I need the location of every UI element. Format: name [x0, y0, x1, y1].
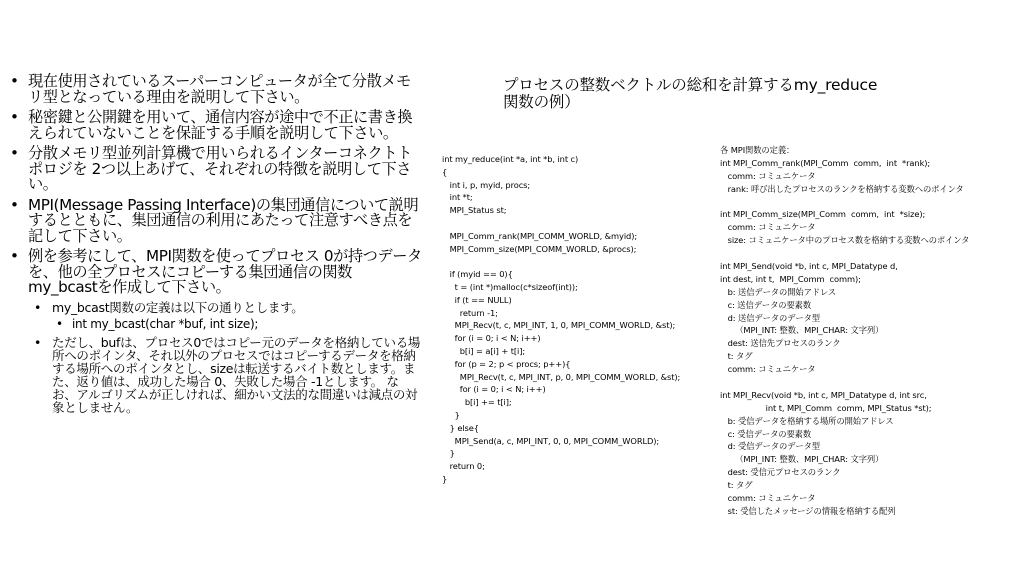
- question-1-text: 現在使用されているスーパーコンピュータが全て分散メモリ型となっている理由を説明して下さい。: [28, 72, 411, 106]
- signature-text: int my_bcast(char *buf, int size);: [72, 316, 259, 331]
- code-line: }: [442, 409, 460, 420]
- question-1: • 現在使用されているスーパーコンピュータが全て分散メモリ型となっている理由を説明して下さい。: [10, 72, 411, 106]
- definition-line: t: タグ: [720, 480, 753, 491]
- code-line: MPI_Comm_size(MPI_COMM_WORLD, &procs);: [442, 243, 637, 254]
- definition-line: int t, MPI_Comm comm, MPI_Status *st);: [720, 402, 932, 413]
- sub-bullet-definition: • my_bcast関数の定義は以下の通りとします。: [34, 299, 304, 315]
- definition-line: size: コミュニケータ中のプロセス数を格納する変数へのポインタ: [720, 235, 970, 246]
- code-line: b[i] = a[i] + t[i];: [442, 345, 526, 356]
- question-3-text: 分散メモリ型並列計算機で用いられるインターコネクトトポロジを 2つ以上あげて、それぞれの特徴を説明して下さい。: [28, 144, 412, 193]
- code-line: MPI_Recv(t, c, MPI_INT, 1, 0, MPI_COMM_WORLD, &st);: [442, 320, 676, 331]
- definition-line: int MPI_Send(void *b, int c, MPI_Datatype d,: [720, 261, 898, 272]
- code-line: if (myid == 0){: [442, 269, 513, 280]
- code-line: int my_reduce(int *a, int *b, int c): [442, 154, 579, 164]
- definition-line: comm: コミュニケータ: [720, 364, 816, 375]
- definition-line: int MPI_Recv(void *b, int c, MPI_Datatype d, int src,: [720, 389, 927, 400]
- sub-bullet-signature: • int my_bcast(char *buf, int size);: [56, 316, 259, 331]
- question-5-text: 例を参考にして、MPI関数を使ってプロセス 0が持つデータを、他の全プロセスにコピーする集団通信の関数 my_bcastを作成して下さい。: [28, 247, 422, 296]
- code-line: MPI_Comm_rank(MPI_COMM_WORLD, &myid);: [442, 230, 638, 241]
- code-line: }: [442, 473, 448, 484]
- definition-line: （MPI_INT: 整数、MPI_CHAR: 文字列）: [720, 325, 884, 336]
- code-line: t = (int *)malloc(c*sizeof(int));: [442, 281, 578, 292]
- definition-line: c: 送信データの要素数: [720, 299, 812, 310]
- code-line: MPI_Recv(t, c, MPI_INT, p, 0, MPI_COMM_WORLD, &st);: [442, 371, 681, 382]
- definition-line: comm: コミュニケータ: [720, 170, 816, 181]
- code-line: for (i = 0; i < N; i++): [442, 384, 546, 395]
- definition-line: d: 送信データのデータ型: [720, 312, 820, 323]
- definition-line: int MPI_Comm_size(MPI_Comm comm, int *size);: [720, 209, 926, 220]
- question-3: • 分散メモリ型並列計算機で用いられるインターコネクトトポロジを 2つ以上あげて、それぞれの特徴を説明して下さい。: [10, 144, 412, 193]
- code-example: [442, 153, 722, 486]
- code-line: for (i = 0; i < N; i++): [442, 333, 541, 344]
- code-line: MPI_Status st;: [442, 205, 507, 216]
- definition-line: b: 受信データを格納する場所の開始アドレス: [720, 415, 894, 426]
- definition-line: 各 MPI関数の定義：: [720, 145, 795, 155]
- definition-line: [720, 196, 1020, 209]
- definition-line: st: 受信したメッセージの情報を格納する配列: [720, 505, 896, 516]
- code-line: int i, p, myid, procs;: [442, 179, 531, 190]
- definition-line: int MPI_Comm_rank(MPI_Comm comm, int *rank);: [720, 157, 931, 168]
- definition-line: dest: 受信元プロセスのランク: [720, 467, 841, 478]
- question-2: • 秘密鍵と公開鍵を用いて、通信内容が途中で不正に書き換えられていないことを保証する手順を説明して下さい。: [10, 108, 413, 142]
- code-line: MPI_Send(a, c, MPI_INT, 0, 0, MPI_COMM_WORLD);: [442, 435, 660, 446]
- code-line: }: [442, 448, 455, 459]
- definition-line: t: タグ: [720, 351, 753, 362]
- code-line: [442, 255, 722, 268]
- definition-line: int dest, int t, MPI_Comm comm);: [720, 273, 861, 284]
- definition-line: c: 受信データの要素数: [720, 428, 812, 439]
- definition-line: comm: コミュニケータ: [720, 222, 816, 233]
- definition-line: d: 受信データのデータ型: [720, 441, 820, 452]
- question-5: • 例を参考にして、MPI関数を使ってプロセス 0が持つデータを、他の全プロセスにコピーする集団通信の関数 my_bcastを作成して下さい。: [10, 247, 422, 296]
- question-2-text: 秘密鍵と公開鍵を用いて、通信内容が途中で不正に書き換えられていないことを保証する手順を説明して下さい。: [28, 108, 413, 142]
- code-line: return 0;: [442, 461, 485, 472]
- example-title: プロセスの整数ベクトルの総和を計算するmy_reduce関数の例）: [503, 76, 878, 111]
- code-line: b[i] += t[i];: [442, 397, 512, 408]
- code-line: int *t;: [442, 192, 473, 203]
- question-4-text: MPI(Message Passing Interface)の集団通信について説明するとともに、集団通信の利用にあたって注意すべき点を記して下さい。: [28, 195, 419, 245]
- question-4: • MPI(Message Passing Interface)の集団通信について説明するとともに、集団通信の利用にあたって注意すべき点を記して下さい。: [10, 195, 419, 245]
- code-line: if (t == NULL): [442, 294, 512, 305]
- definition-intro-text: my_bcast関数の定義は以下の通りとします。: [52, 299, 304, 315]
- code-line: for (p = 2; p < procs; p++){: [442, 358, 571, 369]
- definition-line: [720, 376, 1020, 389]
- definition-line: dest: 送信先プロセスのランク: [720, 338, 841, 349]
- note-text: ただし、bufは、プロセス0ではコピー元のデータを格納している場所へのポインタ、それ以外のプロセスではコピーするデータを格納する場所へのポインタとし、sizeは転送するバイト数とします。また、返り値は、成功した場合 0、失敗した場合 -1とします。 なお、アルゴリズムが正しければ、細かい文法的な間違いは減点の対象としません。: [52, 334, 421, 415]
- mpi-definitions: [720, 144, 1020, 518]
- code-line: [442, 217, 722, 230]
- definition-line: rank: 呼び出したプロセスのランクを格納する変数へのポインタ: [720, 183, 964, 194]
- code-line: } else{: [442, 422, 479, 433]
- code-line: return -1;: [442, 307, 498, 318]
- question-list: [10, 74, 422, 414]
- code-line: {: [442, 166, 448, 177]
- definition-line: b: 送信データの開始アドレス: [720, 286, 837, 297]
- definition-line: （MPI_INT: 整数、MPI_CHAR: 文字列）: [720, 454, 884, 465]
- sub-bullet-note: • ただし、bufは、プロセス0ではコピー元のデータを格納している場所へのポインタ、それ以外のプロセスではコピーするデータを格納する場所へのポインタとし、sizeは転送するバイト数とします。また、返り値は、成功した場合 0、失敗した場合 -1とします。 なお、アルゴリズムが正しければ、細かい文法的な間違いは減点の対象としません。: [34, 334, 421, 415]
- definition-line: comm: コミュニケータ: [720, 493, 816, 504]
- definition-line: [720, 247, 1020, 260]
